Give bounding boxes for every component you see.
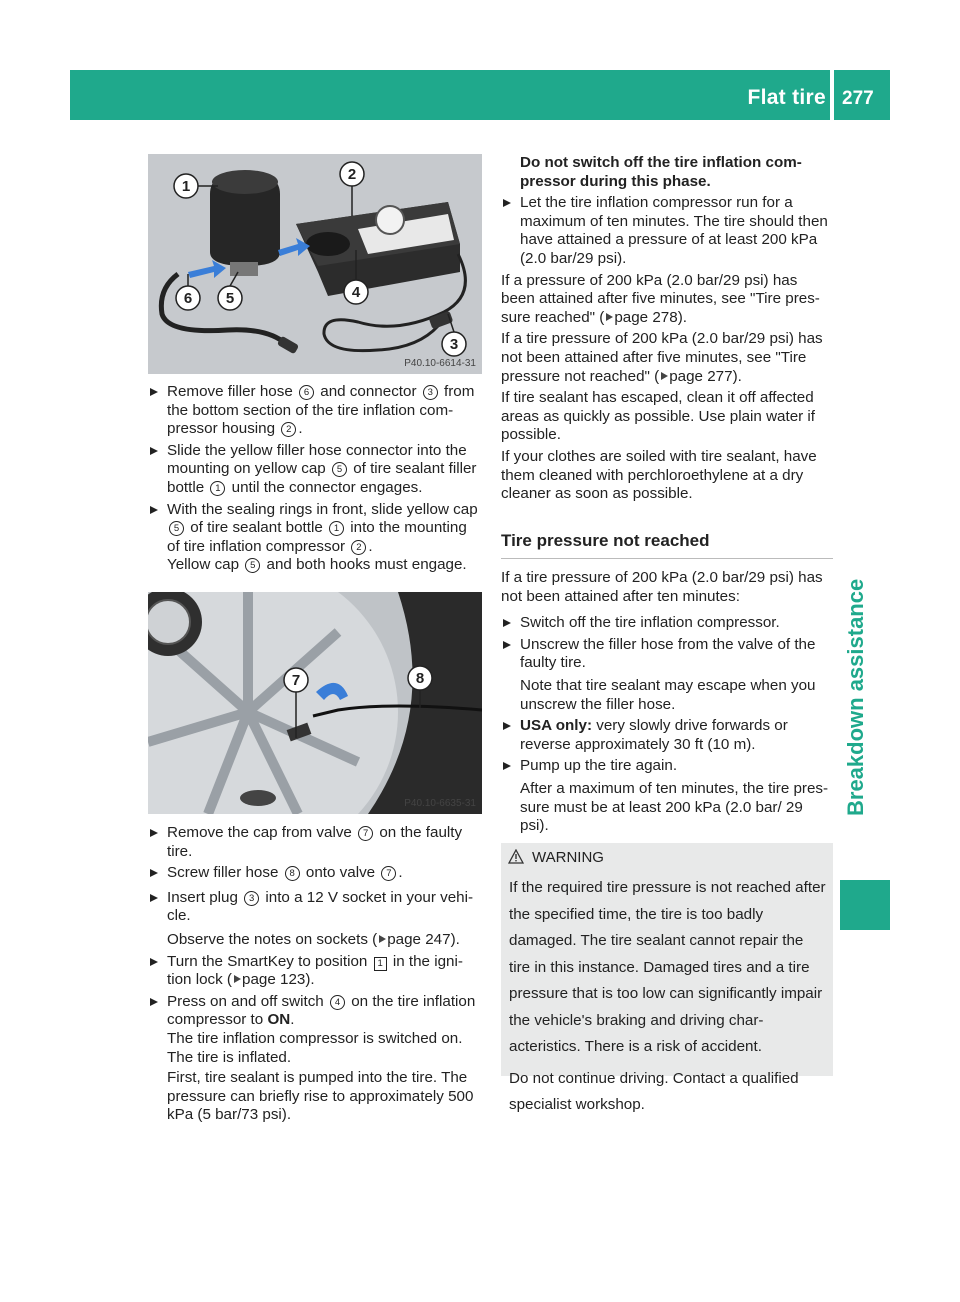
page-number: 277	[842, 88, 874, 109]
wheel-illustration	[148, 592, 482, 814]
right-column-top	[501, 154, 833, 507]
page-ref-icon	[606, 313, 613, 321]
paragraph: If a tire pressure of 200 kPa (2.0 bar/29 psi) has not been attained after five minutes, see "Tire pressure not reached" ( page 277).	[501, 330, 823, 385]
list-item: Pump up the tire again. After a maximum of ten minutes, the tire pres- sure must be at least 200 kPa (2.0 bar/ 29 psi).	[501, 757, 833, 835]
list-item: Remove the cap from valve 7 on the faulty tire.	[148, 824, 481, 861]
left-steps-1	[148, 383, 481, 578]
list-item: Slide the yellow filler hose connector into the mounting on yellow cap 5 of tire sealant filler bottle 1 until the connector engages.	[148, 442, 481, 498]
callout-7: 7	[291, 672, 301, 689]
page-title: Flat tire	[747, 86, 826, 109]
compressor-illustration	[148, 154, 482, 374]
warning-header	[508, 849, 604, 866]
paragraph: If your clothes are soiled with tire sealant, have them cleaned with perchloroethylene at a dry cleaner as soon as possible.	[501, 447, 817, 503]
figure-compressor	[148, 154, 482, 374]
callout-3: 3	[449, 336, 459, 353]
list-item: Let the tire inflation compressor run for a maximum of ten minutes. The tire should then have attained a pressure of at least 200 kPa (2.0 bar/29 psi).	[501, 194, 833, 268]
section-body	[501, 569, 833, 839]
callout-1: 1	[181, 178, 191, 195]
list-item: Press on and off switch 4 on the tire inflation compressor to ON. The tire inflation compressor is switched on. The tire is inflated. First, tire sealant is pumped into the tire. The pressure can briefly rise to approximately 500 kPa (5 bar/73 psi).	[148, 993, 481, 1125]
caution-note: Do not switch off the tire inflation com- pressor during this phase.	[520, 154, 802, 190]
figure-code: P40.10-6614-31	[404, 358, 476, 369]
paragraph: If a pressure of 200 kPa (2.0 bar/29 psi) has been attained after five minutes, see "Tire pres- sure reached" ( page 278).	[501, 271, 820, 326]
list-item: Switch off the tire inflation compressor.	[501, 614, 833, 633]
figure-code: P40.10-6635-31	[404, 798, 476, 809]
section-title: Tire pressure not reached	[501, 531, 833, 559]
left-steps-2	[148, 824, 481, 1128]
callout-8: 8	[415, 670, 425, 687]
callout-4: 4	[351, 284, 361, 301]
warning-triangle-icon	[508, 849, 524, 864]
list-item: With the sealing rings in front, slide yellow cap 5 of tire sealant bottle 1 into the mounting of tire inflation compressor 2 . Yellow cap 5 and both hooks must engage.	[148, 501, 481, 575]
key-position-icon: 1	[374, 957, 387, 971]
paragraph: If tire sealant has escaped, clean it off affected areas as quickly as possible. Use plain water if possible.	[501, 389, 816, 444]
list-item: USA only: very slowly drive forwards or reverse approximately 30 ft (10 m).	[501, 717, 833, 754]
warning-body: If the required tire pressure is not reached after the specified time, the tire is too badly damaged. The tire sealant cannot repair the tire in this instance. Damaged tires and a tire pressure that is too low can significantly impair the vehicle's braking and driving char- acteristics. There is a risk of accident. Do not continue driving. Contact a qualified specialist workshop.	[509, 879, 826, 1113]
side-tab-label: Breakdown assistance	[843, 578, 868, 816]
header-separator	[830, 70, 834, 120]
page-ref-icon	[234, 975, 241, 983]
list-item: Insert plug 3 into a 12 V socket in your vehi- cle. Observe the notes on sockets ( page 247).	[148, 889, 481, 950]
list-item: Unscrew the filler hose from the valve of the faulty tire. Note that tire sealant may escape when you unscrew the filler hose.	[501, 636, 833, 714]
callout-2: 2	[347, 166, 357, 183]
warning-label: WARNING	[532, 849, 604, 866]
callout-6: 6	[183, 290, 193, 307]
page-ref-icon	[379, 935, 386, 943]
page-ref-icon	[661, 372, 668, 380]
paragraph: If a tire pressure of 200 kPa (2.0 bar/29 psi) has not been attained after ten minutes:	[501, 569, 823, 605]
side-tab-marker	[840, 880, 890, 930]
list-item: Remove filler hose 6 and connector 3 from the bottom section of the tire inflation com- pressor housing 2 .	[148, 383, 481, 439]
list-item: Screw filler hose 8 onto valve 7 .	[148, 864, 481, 883]
figure-wheel-valve	[148, 592, 482, 814]
list-item: Turn the SmartKey to position 1 in the igni- tion lock ( page 123).	[148, 953, 481, 990]
callout-5: 5	[225, 290, 235, 307]
